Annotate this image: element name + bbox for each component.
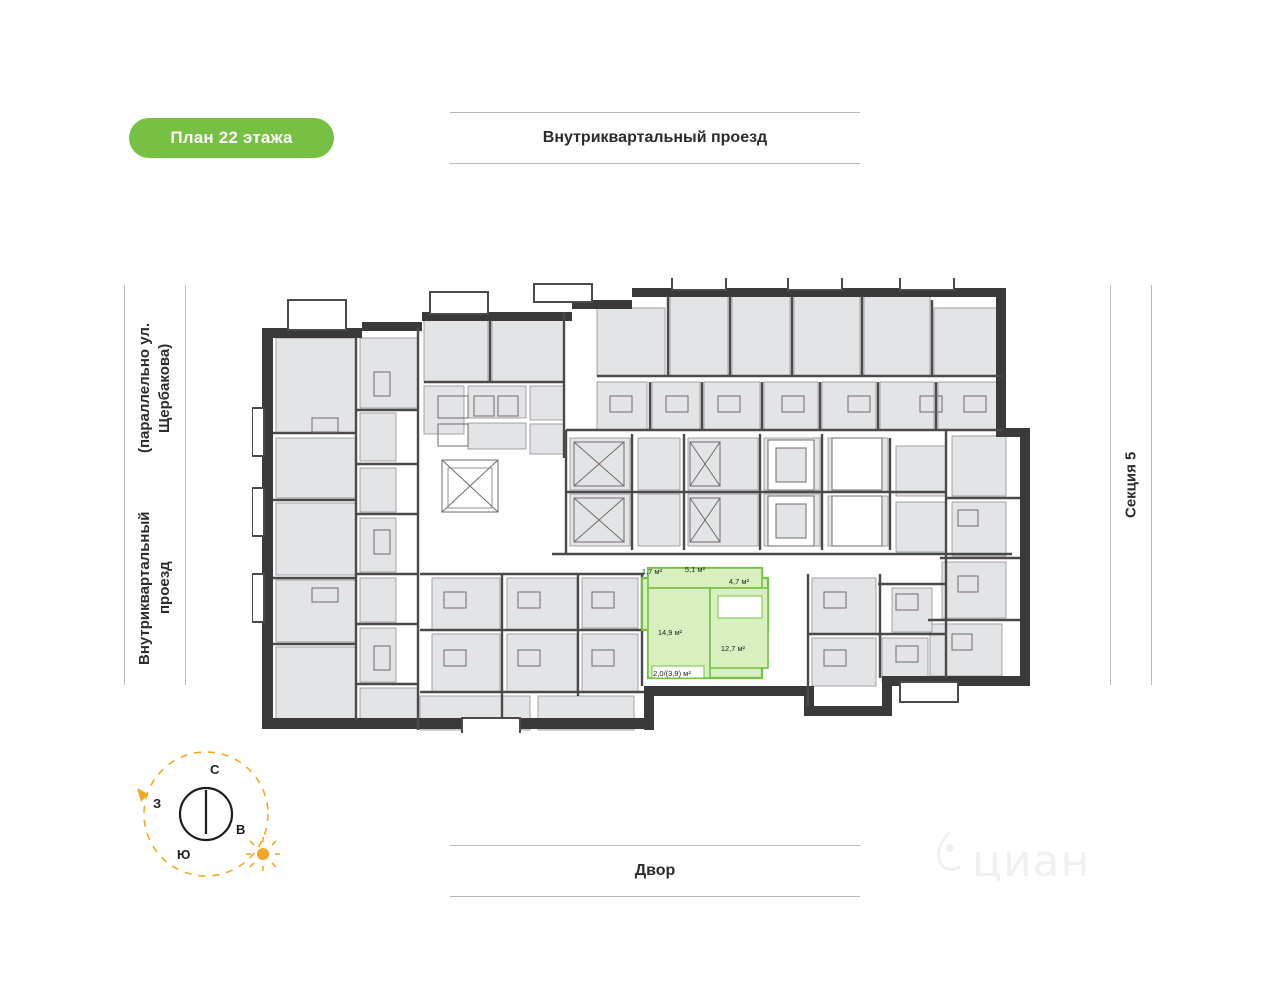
divider-right-outer <box>1151 285 1152 685</box>
watermark-text: циан <box>972 836 1091 887</box>
floor-plan-svg <box>252 278 1042 733</box>
divider-bottom-lower <box>450 896 860 897</box>
caption-bottom <box>450 845 860 897</box>
watermark-logo-icon <box>930 828 970 876</box>
area-label-1: 5,1 м² <box>684 565 706 574</box>
highlighted-apartment[interactable] <box>642 568 768 678</box>
area-label-0: 1,7 м² <box>641 567 663 576</box>
caption-top-label: Внутриквартальный проезд <box>542 129 768 146</box>
area-label-3: 14,9 м² <box>657 628 683 637</box>
compass-label-east: В <box>236 822 246 837</box>
area-label-2: 4,7 м² <box>728 577 750 586</box>
compass-label-west: З <box>153 796 162 811</box>
caption-left-label <box>124 285 186 685</box>
sun-icon <box>246 837 280 871</box>
floor-plan-badge-label: План 22 этажа <box>170 128 293 147</box>
divider-left-inner <box>185 285 186 685</box>
divider-bottom-upper <box>450 845 860 846</box>
compass-label-north: С <box>210 762 220 777</box>
divider-top-lower <box>450 163 860 164</box>
caption-right <box>1110 285 1152 685</box>
caption-left-line1: Внутриквартальный проезд <box>135 511 173 665</box>
area-label-5: 2,0/(3,9) м² <box>653 669 691 678</box>
area-label-4: 12,7 м² <box>720 644 746 653</box>
watermark <box>930 828 1160 898</box>
floor-plan-badge <box>129 118 334 158</box>
compass-arrow-icon <box>137 788 148 802</box>
floor-plan-drawing <box>252 278 1042 733</box>
compass-label-south: Ю <box>177 847 191 862</box>
caption-left <box>124 285 186 685</box>
compass-svg <box>128 742 288 902</box>
compass-rose <box>128 742 288 902</box>
highlight-bathtub-icon <box>718 596 762 618</box>
divider-top-upper <box>450 112 860 113</box>
caption-bottom-label: Двор <box>634 862 676 879</box>
caption-left-line2: (параллельно ул. Щербакова) <box>135 322 173 454</box>
caption-top <box>450 112 860 164</box>
caption-right-label: Секция 5 <box>1122 451 1140 519</box>
